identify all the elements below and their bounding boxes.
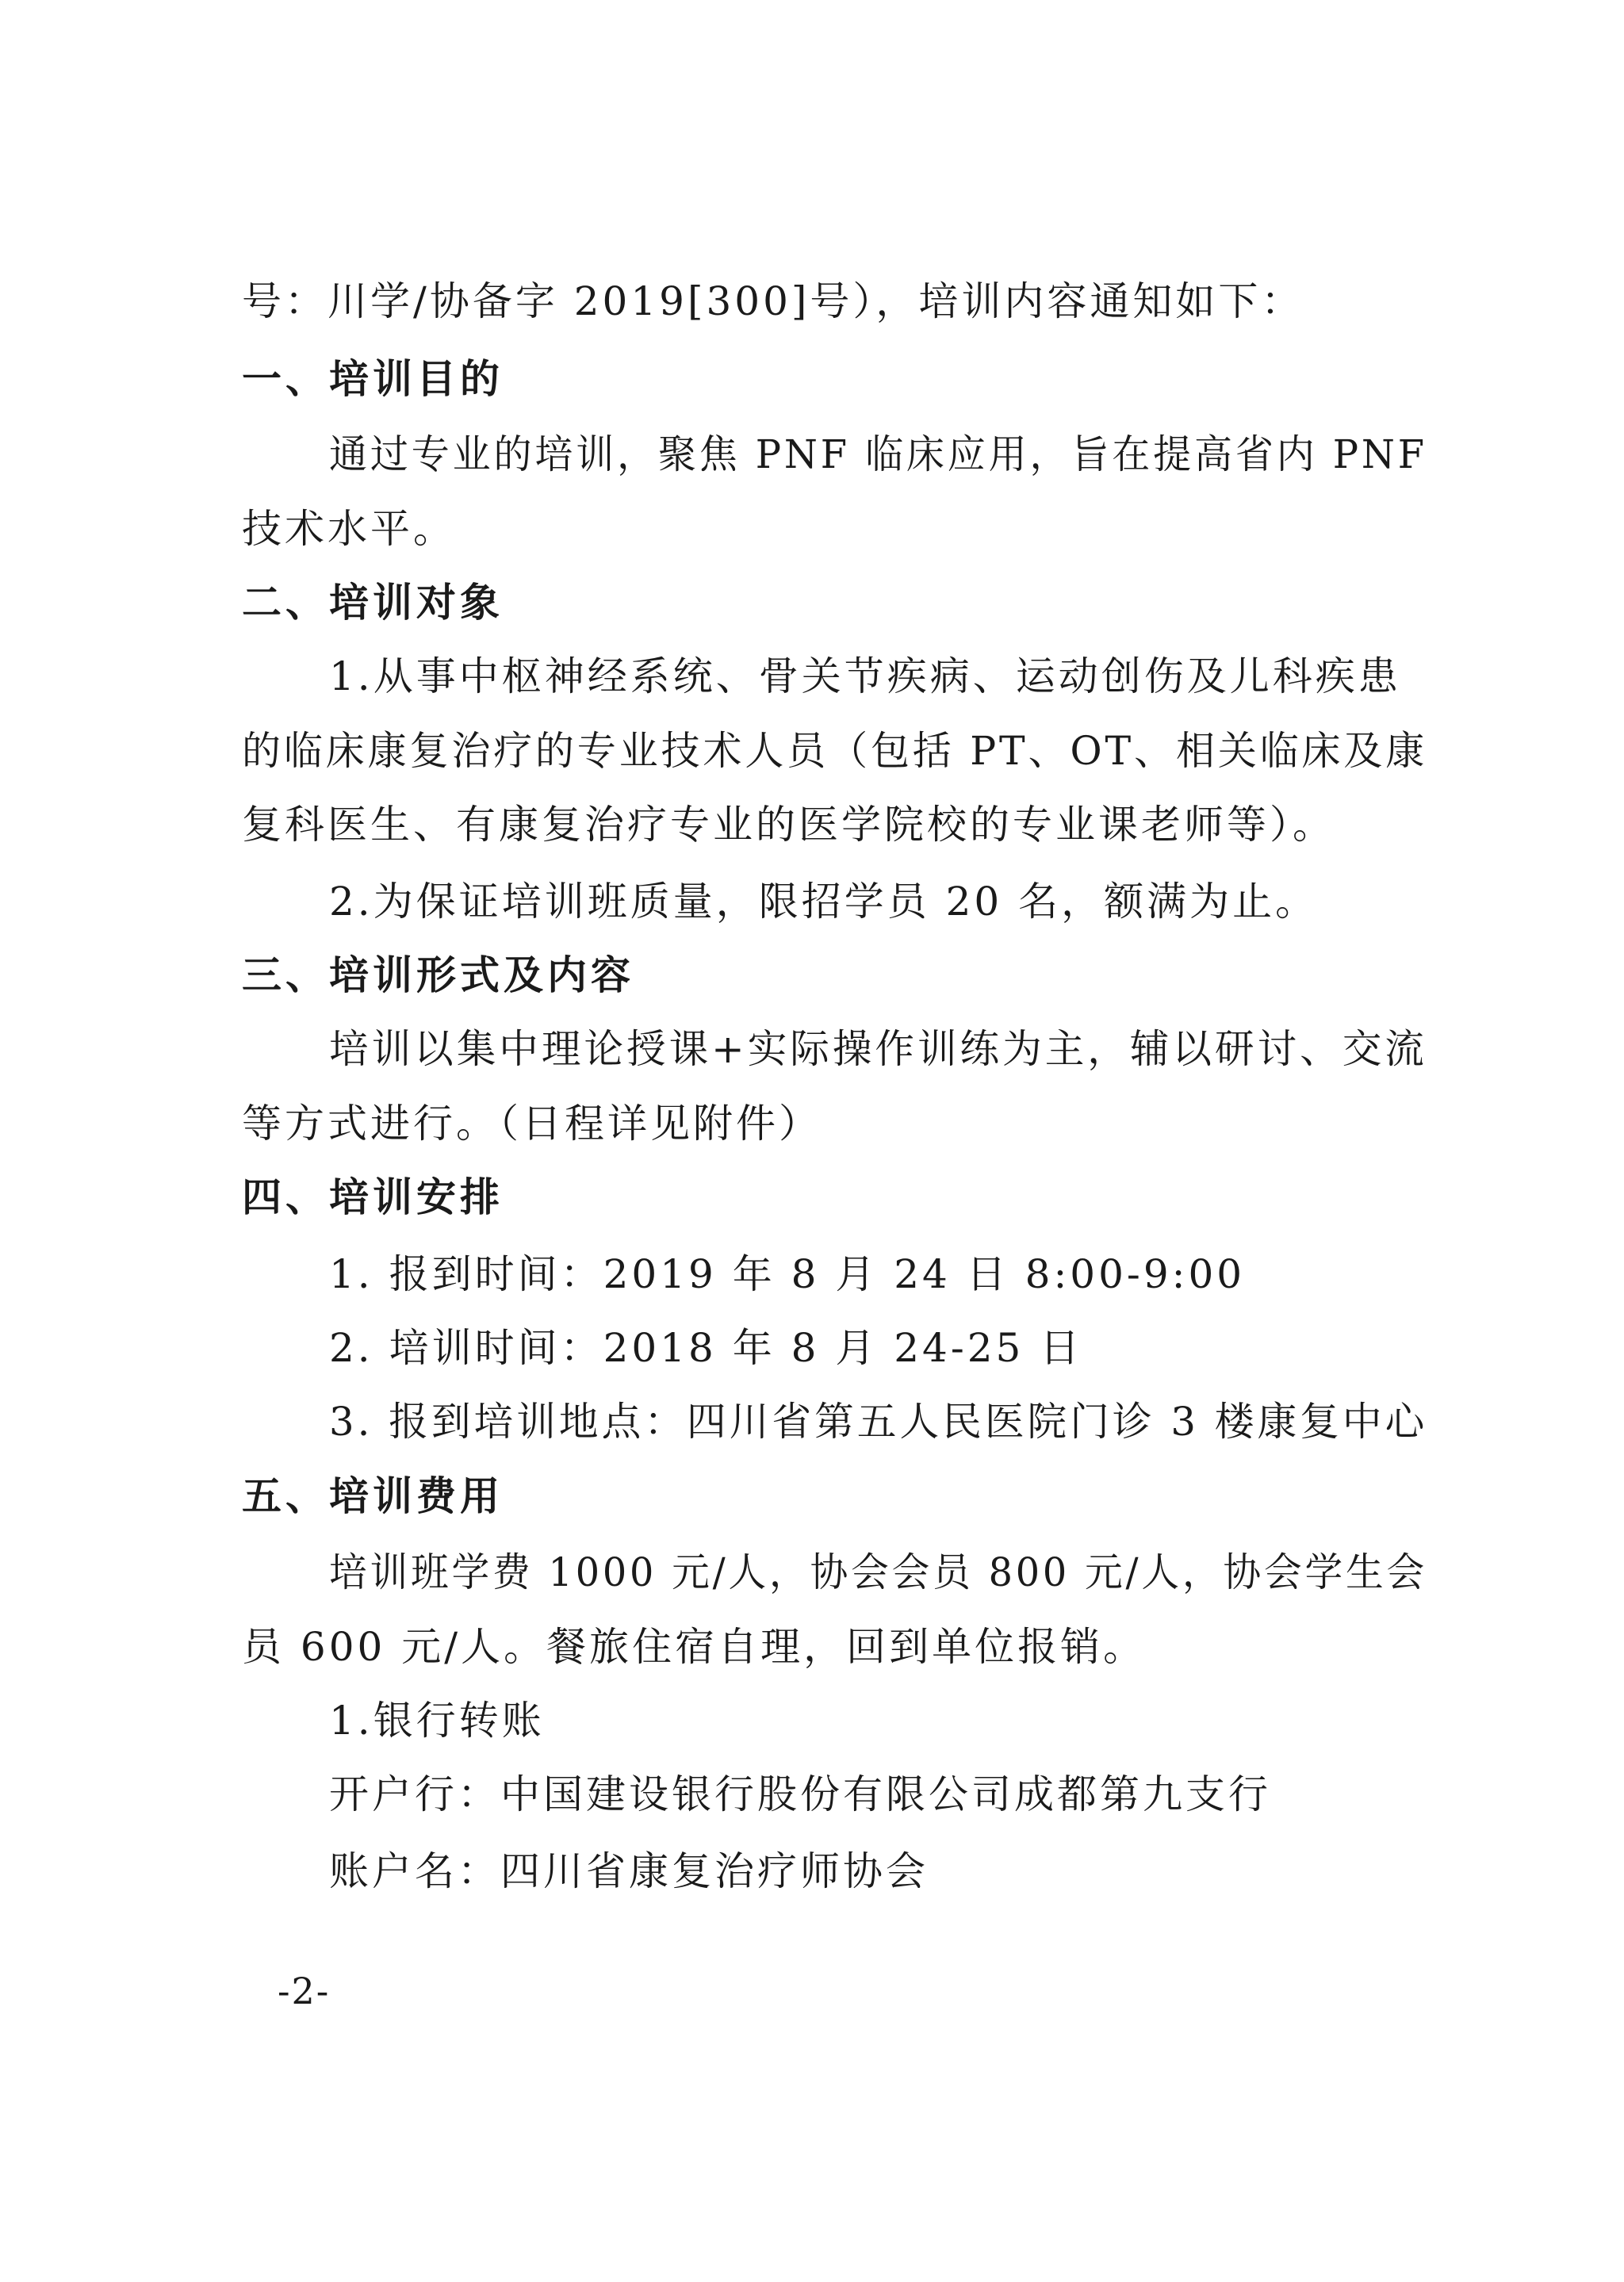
- audience-item-1-line-1: 1.从事中枢神经系统、骨关节疾病、运动创伤及儿科疾患: [329, 653, 1401, 699]
- section-heading-schedule: 四、培训安排: [242, 1174, 504, 1220]
- schedule-registration-time: 1. 报到时间：2019 年 8 月 24 日 8:00-9:00: [329, 1251, 1246, 1297]
- format-paragraph-line-2: 等方式进行。（日程详见附件）: [242, 1101, 822, 1147]
- page-number: -2-: [278, 1970, 331, 2012]
- fees-bank-transfer: 1.银行转账: [329, 1698, 545, 1744]
- schedule-location: 3. 报到培训地点：四川省第五人民医院门诊 3 楼康复中心: [329, 1399, 1428, 1445]
- section-heading-purpose: 一、培训目的: [242, 356, 504, 402]
- audience-item-1-line-3: 复科医生、有康复治疗专业的医学院校的专业课老师等）。: [242, 802, 1335, 848]
- section-heading-fees: 五、培训费用: [242, 1473, 504, 1519]
- section-heading-audience: 二、培训对象: [242, 580, 504, 626]
- fees-bank-name: 开户行：中国建设银行股份有限公司成都第九支行: [329, 1771, 1271, 1817]
- purpose-paragraph-line-1: 通过专业的培训，聚焦 PNF 临床应用，旨在提高省内 PNF: [329, 431, 1427, 477]
- audience-item-2: 2.为保证培训班质量，限招学员 20 名，额满为止。: [329, 879, 1319, 925]
- fees-paragraph-line-2: 员 600 元/人。餐旅住宿自理，回到单位报销。: [242, 1624, 1147, 1670]
- audience-item-1-line-2: 的临床康复治疗的专业技术人员（包括 PT、OT、相关临床及康: [242, 728, 1428, 774]
- purpose-paragraph-line-2: 技术水平。: [242, 506, 456, 552]
- intro-continuation-line: 号：川学/协备字 2019[300]号），培训内容通知如下：: [242, 278, 1304, 324]
- fees-paragraph-line-1: 培训班学费 1000 元/人，协会会员 800 元/人，协会学生会: [329, 1549, 1428, 1595]
- section-heading-format: 三、培训形式及内容: [242, 952, 634, 998]
- schedule-training-time: 2. 培训时间：2018 年 8 月 24-25 日: [329, 1325, 1083, 1371]
- format-paragraph-line-1: 培训以集中理论授课+实际操作训练为主，辅以研讨、交流: [329, 1026, 1427, 1072]
- fees-account-name: 账户名：四川省康复治疗师协会: [329, 1848, 929, 1894]
